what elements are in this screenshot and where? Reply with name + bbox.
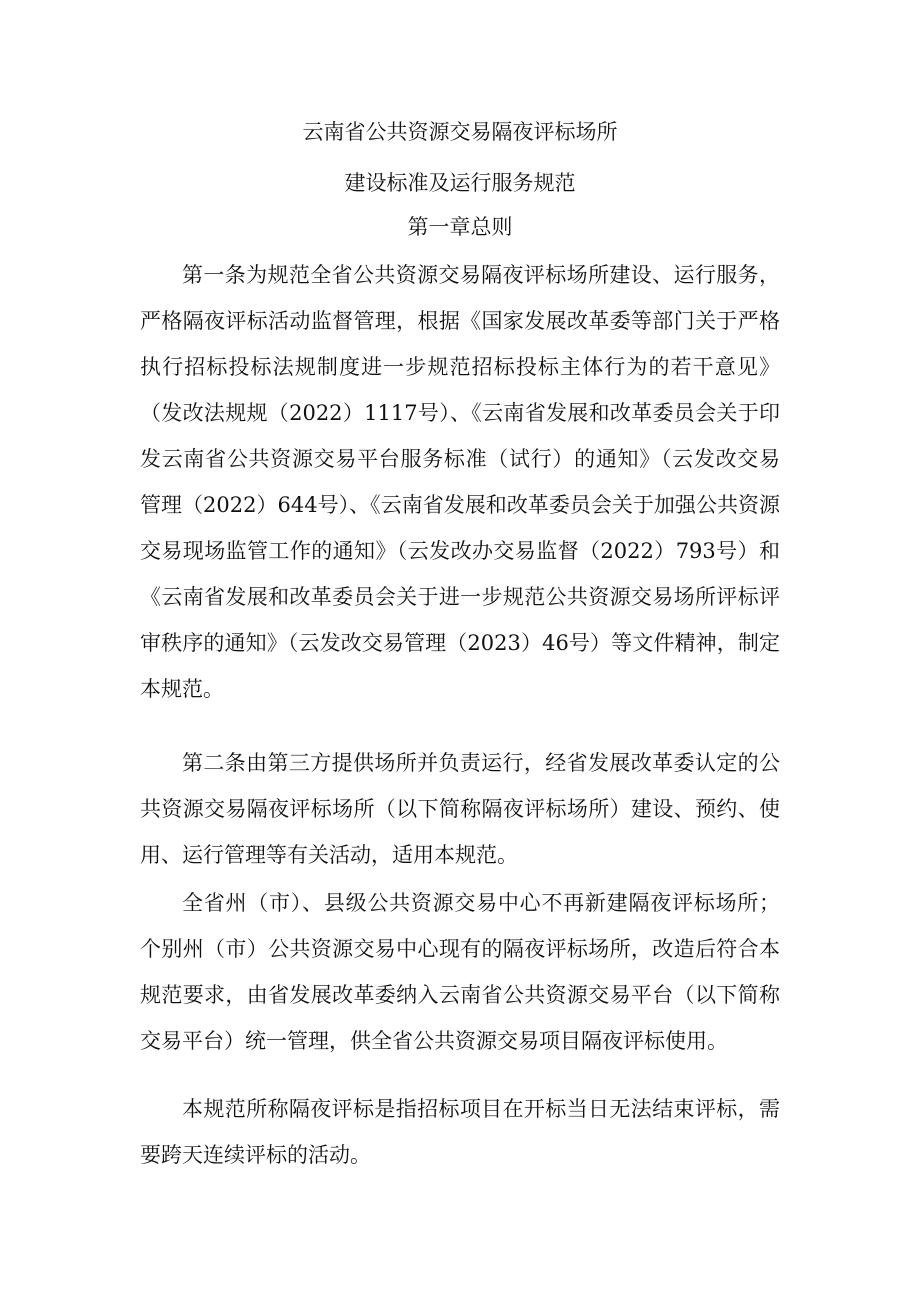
paragraph-article-2: 第二条由第三方提供场所并负责运行，经省发展改革委认定的公共资源交易隔夜评标场所（以下简称隔夜评标场所）建设、预约、使用、运行管理等有关活动，适用本规范。 <box>140 751 780 867</box>
paragraph-article-1: 第一条为规范全省公共资源交易隔夜评标场所建设、运行服务，严格隔夜评标活动监督管理，根据《国家发展改革委等部门关于严格执行招标投标法规制度进一步规范招标投标主体行为的若干意见》（发改法规规（2022）1117号）、《云南省发展和改革委员会关于印发云南省公共资源交易平台服务标准（试行）的通知》（云发改交易管理（2022）644号）、《云南省发展和改革委员会关于加强公共资源交易现场监管工作的通知》（云发改办交易监督（2022）793号）和《云南省发展和改革委员会关于进一步规范公共资源交易场所评标评审秩序的通知》（云发改交易管理（2023）46号）等文件精神，制定本规范。 <box>140 263 780 701</box>
paragraph-definition: 本规范所称隔夜评标是指招标项目在开标当日无法结束评标，需要跨天连续评标的活动。 <box>140 1097 780 1167</box>
document-title-line-2: 建设标准及运行服务规范 <box>344 171 576 195</box>
document-title-line-1: 云南省公共资源交易隔夜评标场所 <box>302 120 618 144</box>
chapter-heading: 第一章总则 <box>407 215 513 239</box>
paragraph-article-2-province: 全省州（市）、县级公共资源交易中心不再新建隔夜评标场所；个别州（市）公共资源交易中心现有的隔夜评标场所，改造后符合本规范要求，由省发展改革委纳入云南省公共资源交易平台（以下简称交易平台）统一管理，供全省公共资源交易项目隔夜评标使用。 <box>140 891 780 1053</box>
